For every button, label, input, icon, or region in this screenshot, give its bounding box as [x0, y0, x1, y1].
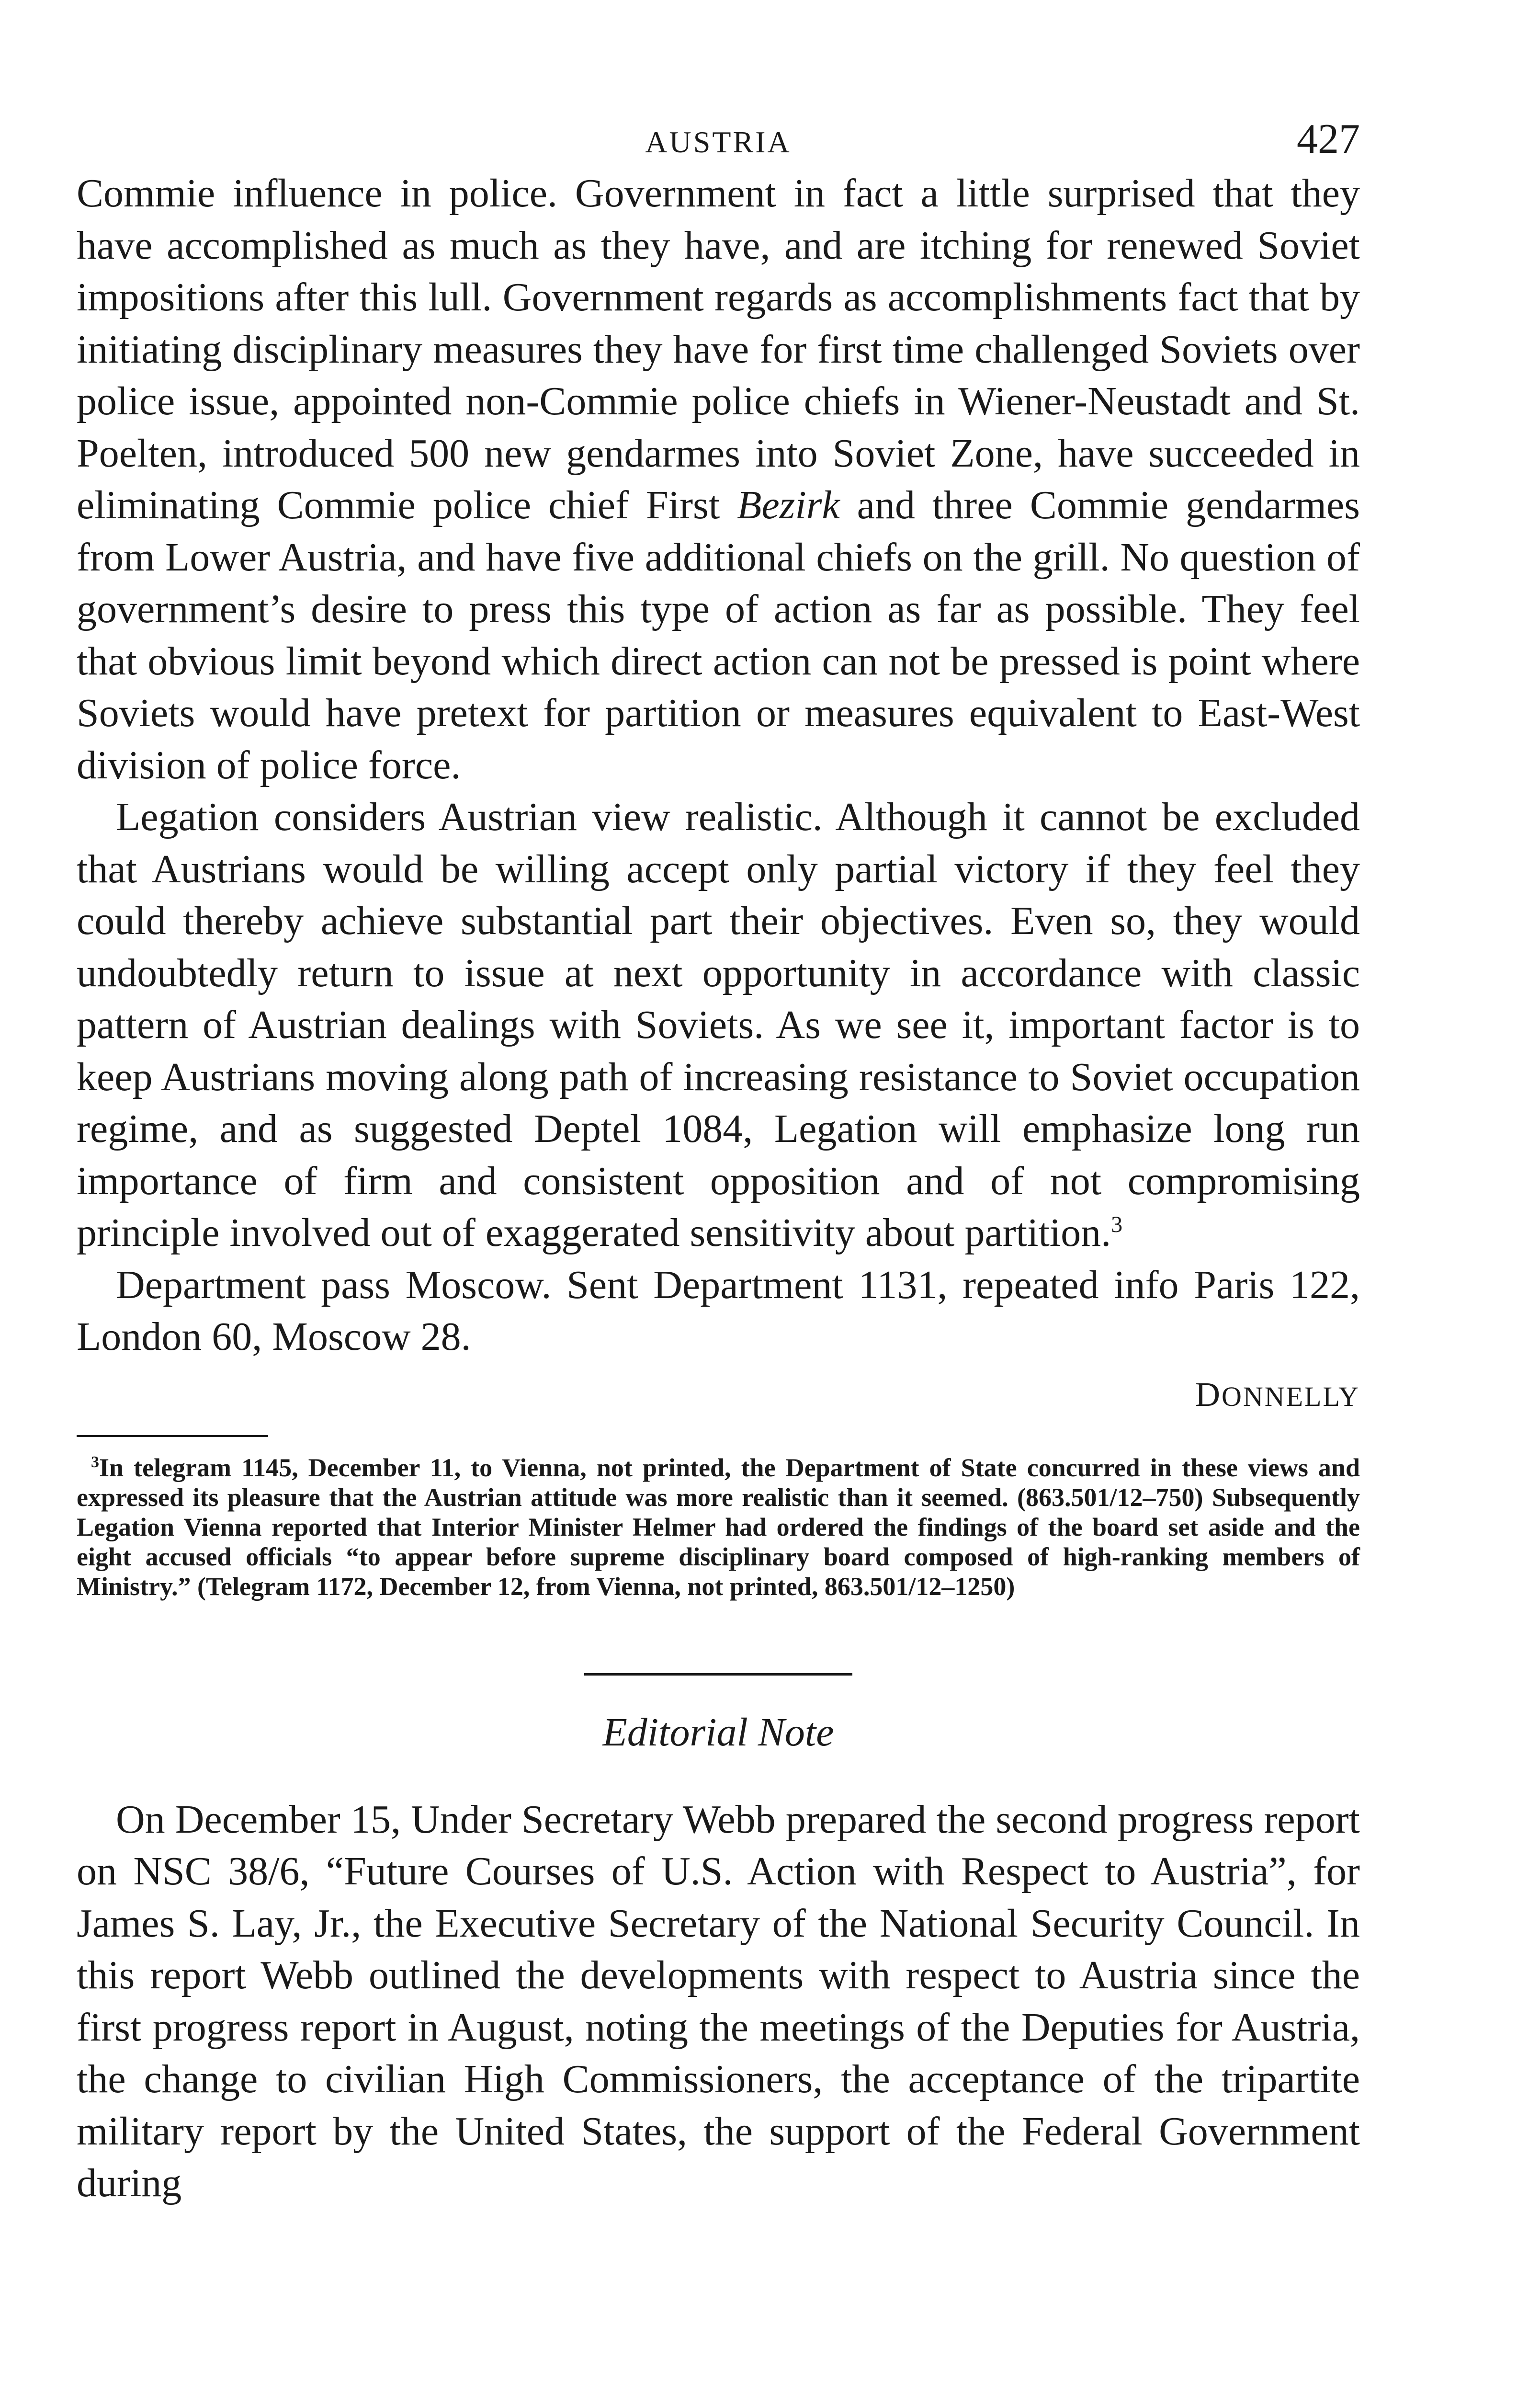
- paragraph-3: Department pass Moscow. Sent Department 1131, repeated info Paris 122, London 60, Moscow 28.: [77, 1262, 1360, 1359]
- paragraph-1-text: Commie influence in police. Government in fact a little surprised that they have accomplished as much as they have, and are itching for renewed Soviet impositions after this lull. Government regards as accomplishments fact that by initiating disciplinary measures they have for first time challenged Soviets over police issue, appointed non-Commie police chiefs in Wiener-Neustadt and St. Poelten, introduced 500 new gendarmes into Soviet Zone, have succeeded in eliminating Commie police chief First: [77, 171, 1360, 527]
- footnote-marker: 3: [91, 1453, 99, 1471]
- signature-initial: D: [1195, 1375, 1222, 1414]
- editorial-paragraph-1: On December 15, Under Secretary Webb prepared the second progress report on NSC 38/6, “Future Courses of U.S. Action with Respect to Austria”, for James S. Lay, Jr., the Executive Secretary of the National Security Council. In this report Webb outlined the developments with respect to Austria since the first progress report in August, noting the meetings of the Deputies for Austria, the change to civilian High Commissioners, the acceptance of the tripartite military report by the United States, the support of the Federal Government during: [77, 1797, 1360, 2205]
- paragraph-2: [77, 791, 1360, 1259]
- paragraph-1-rest: and three Commie gendarmes from Lower Austria, and have five additional chiefs on the grill. No question of government’s desire to press this type of action as far as possible. They feel that obvious limit beyond which direct action can not be pressed is point where Soviets would have pretext for partition or measures equivalent to East-West division of police force.: [77, 483, 1360, 787]
- signature: [77, 1373, 1360, 1416]
- paragraph-1: [77, 168, 1360, 791]
- editorial-note-title: Editorial Note: [602, 1710, 834, 1755]
- paragraph-2-text: Legation considers Austrian view realistic. Although it cannot be excluded that Austrians would be willing accept only partial victory if they feel they could thereby achieve substantial part their objectives. Even so, they would undoubtedly return to issue at next opportunity in accordance with classic pattern of Austrian dealings with Soviets. As we see it, important factor is to keep Austrians moving along path of increasing resistance to Soviet occupation regime, and as suggested Deptel 1084, Legation will emphasize long run importance of firm and consistent opposition and of not compromising principle involved out of exaggerated sensitivity about partition.: [77, 795, 1360, 1255]
- page-number: 427: [1297, 116, 1360, 162]
- section-divider: [584, 1673, 852, 1676]
- running-title: AUSTRIA: [645, 125, 792, 159]
- signature-rest: ONNELLY: [1221, 1380, 1360, 1412]
- editorial-body: [77, 1794, 1360, 2210]
- footnote-reference: 3: [1111, 1212, 1123, 1237]
- footnote: [77, 1448, 1360, 1601]
- document-page: [77, 115, 1360, 2210]
- running-head: [77, 115, 1360, 168]
- bezirk-italic: Bezirk: [737, 483, 840, 527]
- body-text: [77, 168, 1360, 1363]
- footnote-rule: [77, 1435, 268, 1437]
- footnote-text: In telegram 1145, December 11, to Vienna, not printed, the Department of State concurred in these views and expressed its pleasure that the Austrian attitude was more realistic than it seemed. (863.501/12–750) Subsequently Legation Vienna reported that Interior Minister Helmer had ordered the findings of the board set aside and the eight accused officials “to appear before supreme disciplinary board composed of high-ranking members of Ministry.” (Telegram 1172, December 12, from Vienna, not printed, 863.501/12–1250): [77, 1453, 1360, 1601]
